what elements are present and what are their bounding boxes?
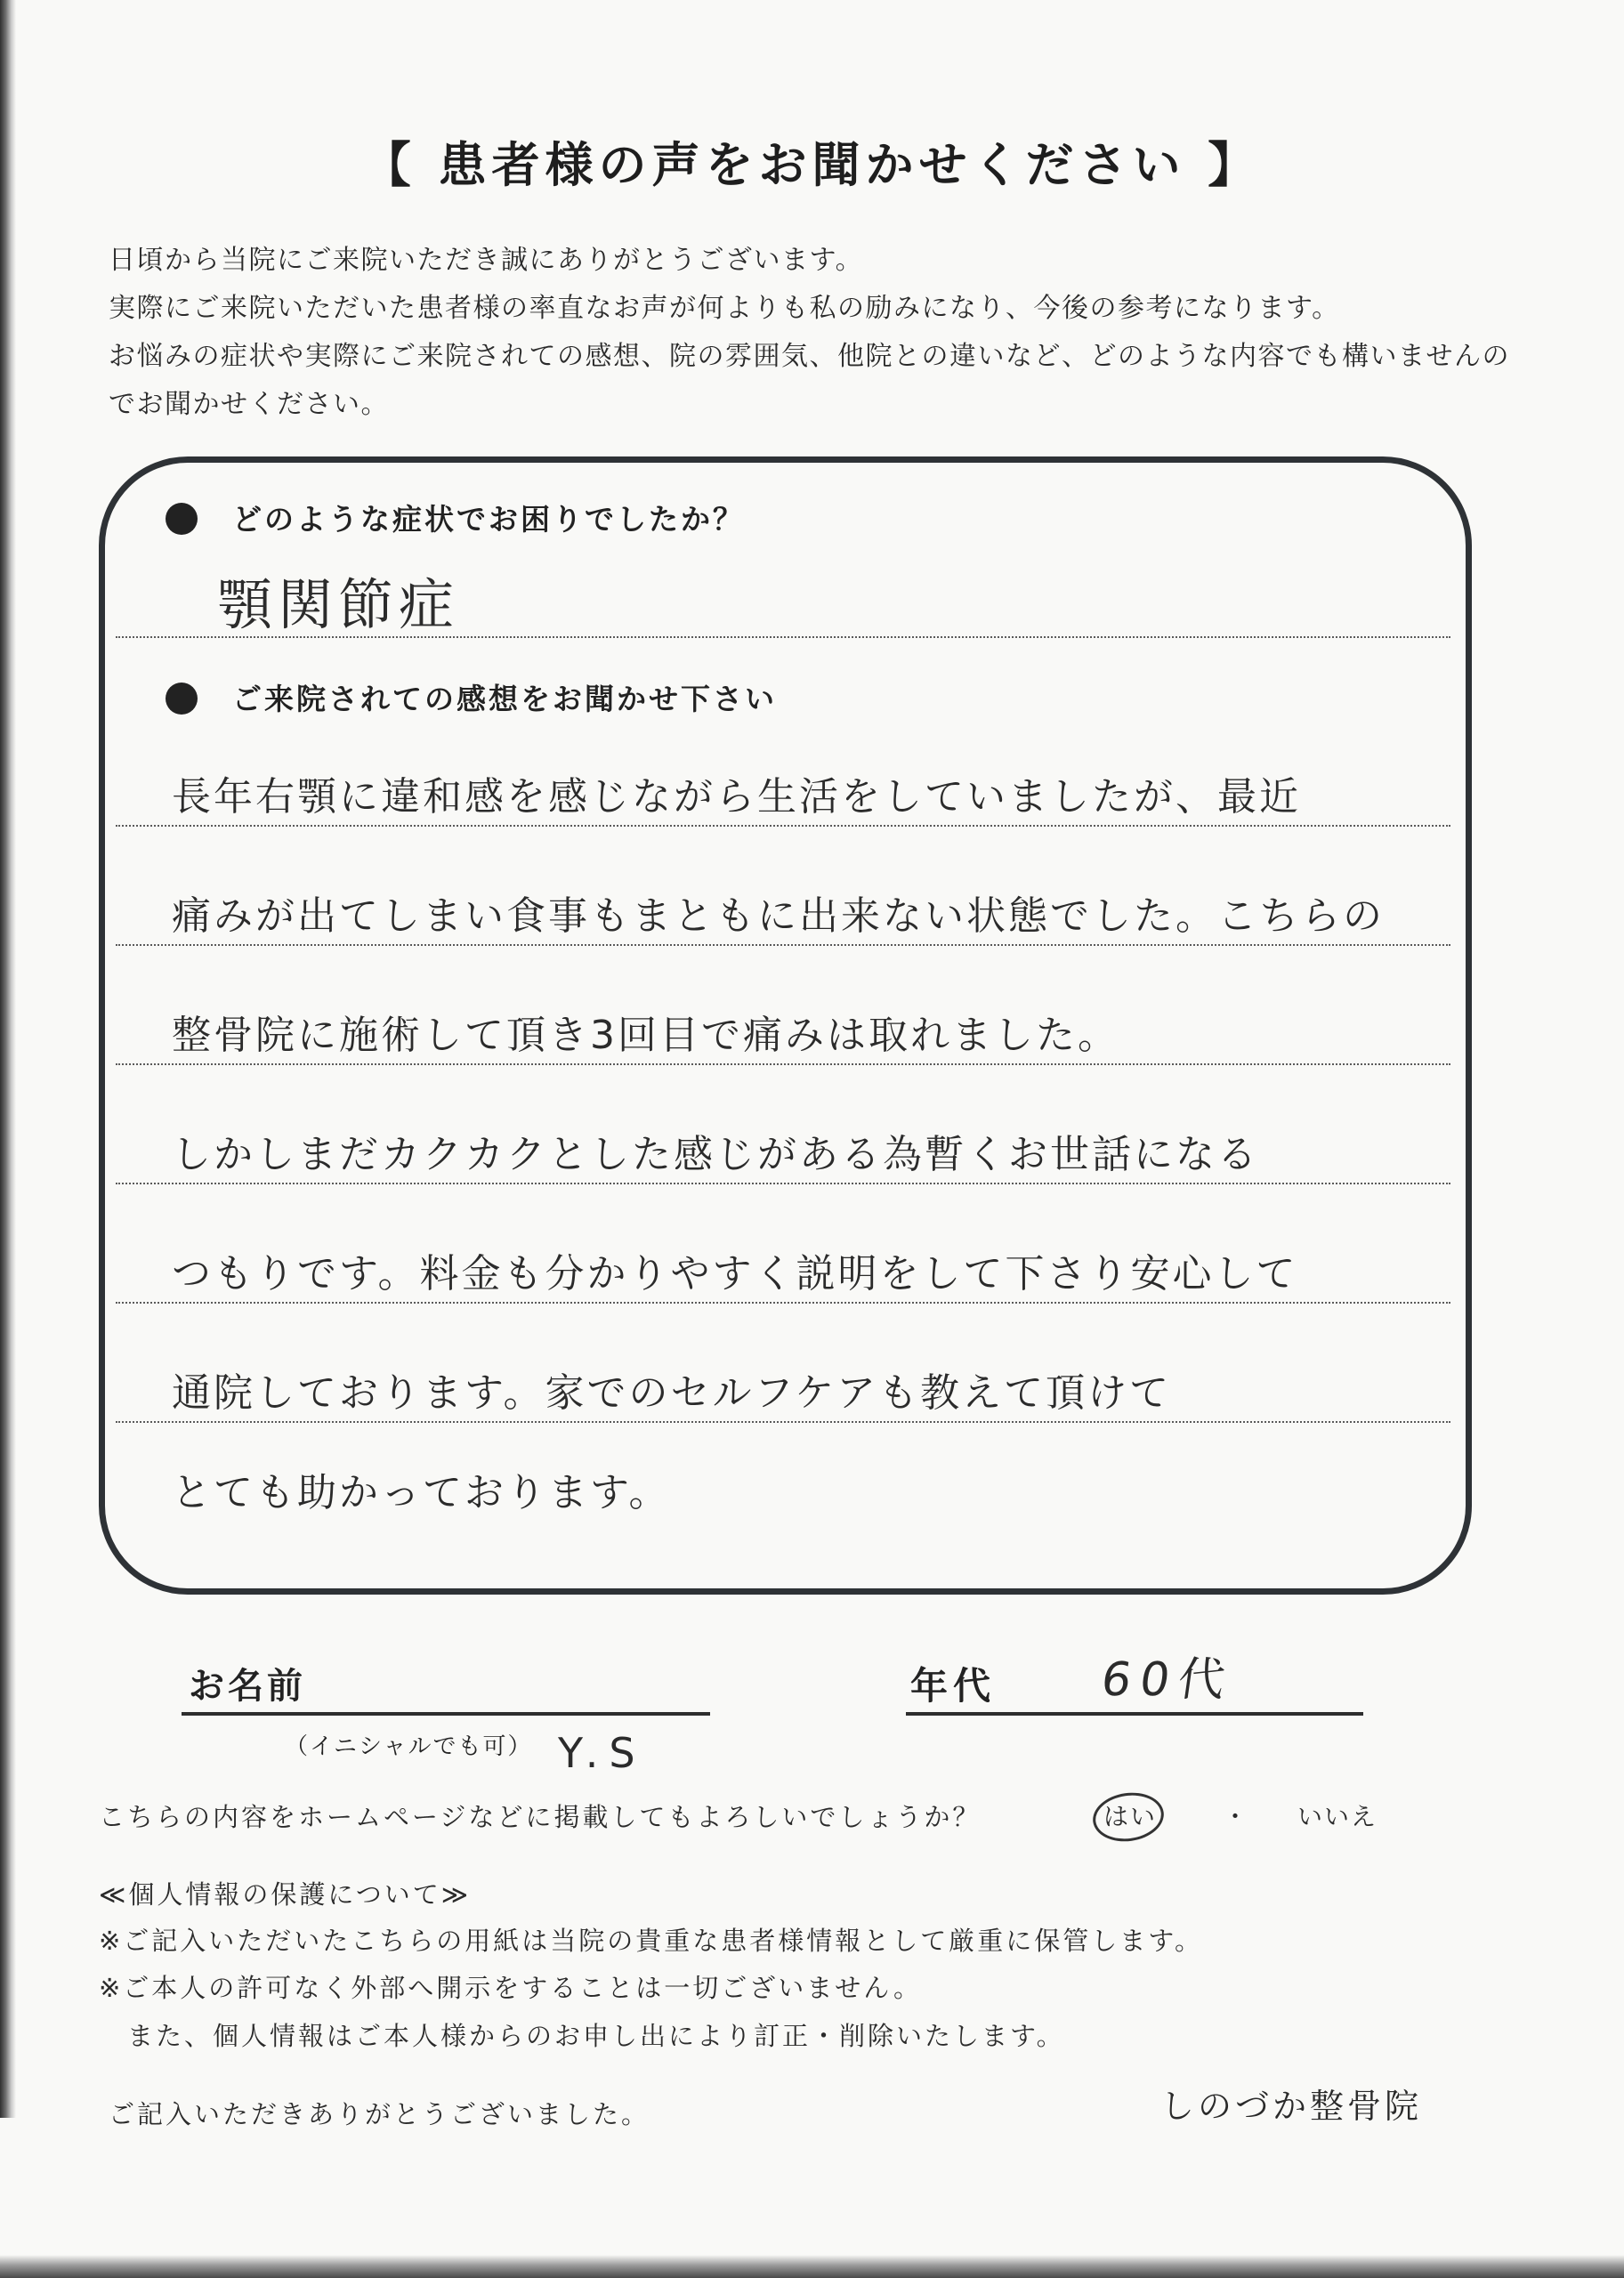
- bullet-icon: [166, 683, 198, 715]
- consent-option-yes: はい: [1103, 1802, 1158, 1831]
- consent-separator: ・: [1223, 1802, 1250, 1831]
- form-title: 【 患者様の声をお聞かせください 】: [362, 137, 1262, 193]
- scan-edge-shadow: [0, 0, 16, 2118]
- feedback-card: [99, 456, 1472, 1595]
- question-impression-label: ご来院されての感想をお聞かせ下さい: [232, 682, 777, 716]
- impression-answer: [116, 768, 1450, 1603]
- name-label: お名前: [189, 1666, 306, 1707]
- handwritten-answer-line: 通院しております。家でのセルフケアも教えて頂けて: [116, 1364, 1450, 1423]
- symptom-answer: [116, 572, 1450, 638]
- handwritten-age-value: 60代: [1097, 1653, 1238, 1707]
- privacy-item: また、個人情報はご本人様からのお申し出により訂正・削除いたします。: [127, 2021, 1065, 2051]
- scan-bottom-shadow: [0, 2255, 1624, 2278]
- handwritten-answer-line: 長年右顎に違和感を感じながら生活をしていましたが、最近: [116, 768, 1450, 827]
- closing-message: ご記入いただきありがとうございました。: [109, 2099, 650, 2129]
- intro-line: でお聞かせください。: [109, 389, 389, 420]
- handwritten-answer-line: 顎関節症: [116, 572, 1450, 638]
- bullet-icon: [166, 503, 198, 535]
- handwritten-answer-line: つもりです。料金も分かりやすく説明をして下さり安心して: [116, 1245, 1450, 1304]
- age-label: 年代: [910, 1664, 997, 1708]
- question-symptom-label: どのような症状でお困りでしたか？: [232, 502, 745, 537]
- privacy-item: ※ご本人の許可なく外部へ開示をすることは一切ございません。: [99, 1973, 923, 2003]
- handwritten-answer-line: しかしまだカクカクとした感じがある為暫くお世話になる: [116, 1126, 1450, 1184]
- intro-paragraph: [109, 237, 1510, 429]
- intro-line: 日頃から当院にご来院いただき誠にありがとうございます。: [109, 245, 864, 276]
- name-note: （イニシャルでも可）: [285, 1733, 533, 1760]
- privacy-item: ※ご記入いただいたこちらの用紙は当院の貴重な患者様情報として厳重に保管します。: [99, 1926, 1203, 1956]
- handwritten-answer-line: 整骨院に施術して頂き3回目で痛みは取れました。: [116, 1006, 1450, 1065]
- privacy-heading: ≪個人情報の保護について≫: [99, 1879, 472, 1910]
- handwritten-answer-line: 痛みが出てしまい食事もまともに出来ない状態でした。こちらの: [116, 887, 1450, 946]
- clinic-name: しのづか整骨院: [1160, 2087, 1423, 2126]
- intro-line: 実際にご来院いただいた患者様の率直なお声が何よりも私の励みになり、今後の参考になります。: [109, 293, 1340, 324]
- consent-question: こちらの内容をホームページなどに掲載してもよろしいでしょうか？: [99, 1802, 982, 1832]
- name-underline: [182, 1712, 710, 1716]
- intro-line: お悩みの症状や実際にご来院されての感想、院の雰囲気、他院との違いなど、どのような内容でも構いませんの: [109, 341, 1510, 372]
- age-underline: [906, 1712, 1363, 1716]
- handwritten-answer-line: とても助かっております。: [172, 1470, 671, 1515]
- handwritten-name-value: Y.S: [558, 1729, 646, 1777]
- consent-option-no: いいえ: [1297, 1802, 1378, 1831]
